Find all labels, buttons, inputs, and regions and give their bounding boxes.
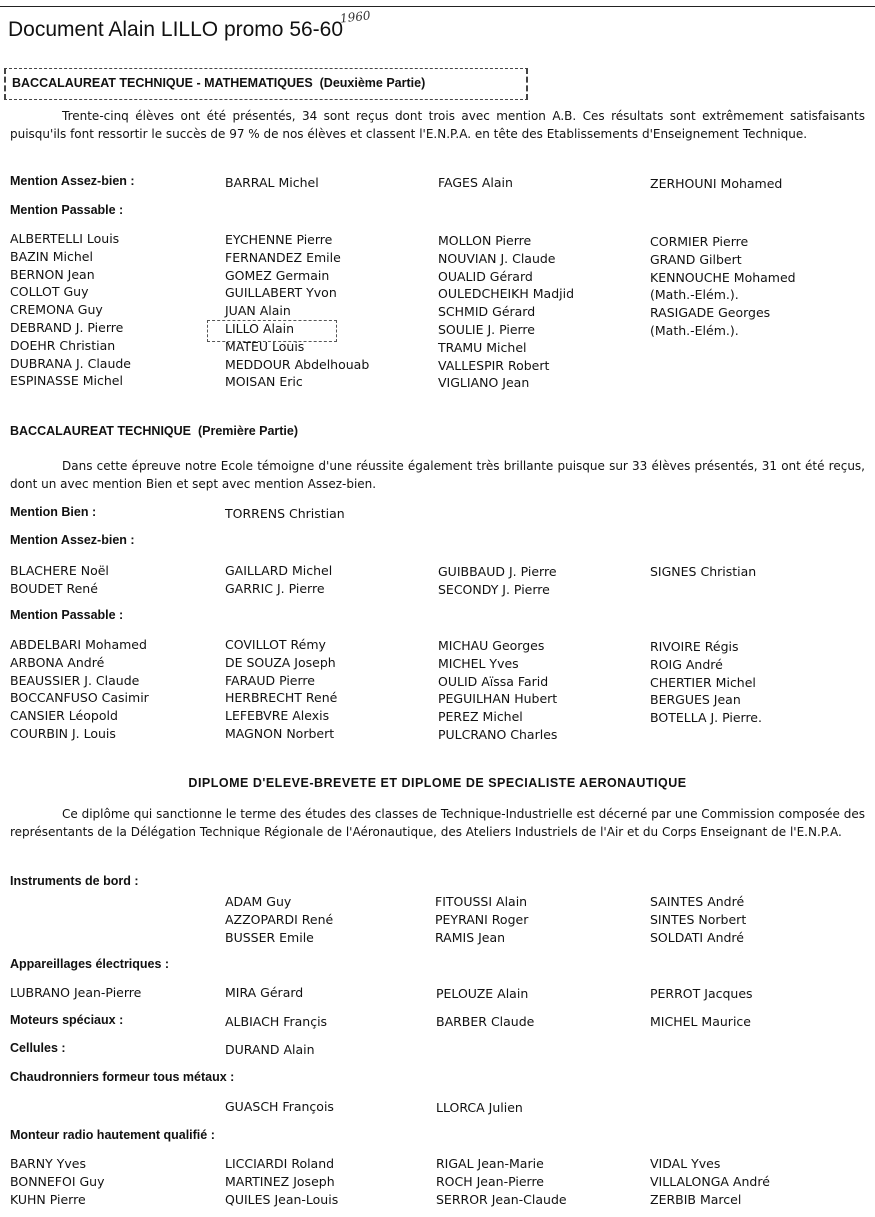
list-item: PEREZ Michel bbox=[438, 709, 523, 725]
list-item: COURBIN J. Louis bbox=[10, 725, 116, 741]
section2-ab-col-1 bbox=[10, 562, 109, 598]
list-item: VILLALONGA André bbox=[650, 1173, 770, 1189]
list-item: BAZIN Michel bbox=[10, 248, 93, 264]
list-item: DOEHR Christian bbox=[10, 337, 116, 353]
section2-mention-passable-label: Mention Passable : bbox=[10, 608, 124, 622]
list-item: ABDELBARI Mohamed bbox=[10, 637, 147, 652]
list-item: RAMIS Jean bbox=[435, 929, 506, 945]
list-item: COVILLOT Rémy bbox=[225, 637, 326, 652]
list-item: ROIG André bbox=[650, 656, 723, 672]
section1-subtitle: (Deuxième Partie) bbox=[319, 76, 426, 90]
section2-mention-ab-label: Mention Assez-bien : bbox=[10, 533, 135, 547]
list-item: ROCH Jean-Pierre bbox=[436, 1173, 544, 1189]
list-item: HERBRECHT René bbox=[225, 690, 338, 706]
section2-passable-col-1 bbox=[10, 636, 149, 743]
list-item: MICHAU Georges bbox=[438, 638, 545, 653]
list-item: SECONDY J. Pierre bbox=[438, 581, 550, 597]
list-item: DUBRANA J. Claude bbox=[10, 355, 131, 371]
document-title: Document Alain LILLO promo 56-60 bbox=[8, 18, 344, 41]
section1-passable-col-3 bbox=[438, 232, 574, 392]
section1-title bbox=[12, 76, 425, 90]
section1-ab-name-3: ZERHOUNI Mohamed bbox=[650, 176, 783, 191]
list-item: DE SOUZA Joseph bbox=[225, 654, 336, 670]
list-item: MARTINEZ Joseph bbox=[225, 1173, 335, 1189]
section2-mention-bien-label: Mention Bien : bbox=[10, 505, 97, 519]
section2-ab-col-4 bbox=[650, 563, 756, 581]
list-item: SCHMID Gérard bbox=[438, 304, 536, 320]
list-item: SOULIE J. Pierre bbox=[438, 321, 535, 337]
moteurs-name-2: BARBER Claude bbox=[436, 1014, 535, 1029]
list-item: EYCHENNE Pierre bbox=[225, 232, 333, 247]
list-item: ZERBIB Marcel bbox=[650, 1191, 742, 1207]
section1-passable-col-1 bbox=[10, 230, 131, 390]
radio-col-1 bbox=[10, 1155, 105, 1208]
list-item: BARNY Yves bbox=[10, 1156, 87, 1171]
list-item: CORMIER Pierre bbox=[650, 234, 749, 249]
instruments-col-3 bbox=[650, 893, 746, 946]
list-item: GOMEZ Germain bbox=[225, 267, 330, 283]
list-item: GAILLARD Michel bbox=[225, 563, 333, 578]
list-item: SINTES Norbert bbox=[650, 911, 747, 927]
list-item: FITOUSSI Alain bbox=[435, 894, 528, 909]
list-item: KENNOUCHE Mohamed bbox=[650, 269, 796, 285]
list-item: QUILES Jean-Louis bbox=[225, 1191, 339, 1207]
list-item: RIVOIRE Régis bbox=[650, 639, 739, 654]
section3-title: DIPLOME D'ELEVE-BREVETE ET DIPLOME DE SPECIALISTE AERONAUTIQUE bbox=[188, 776, 687, 790]
list-item: GUILLABERT Yvon bbox=[225, 285, 337, 301]
chaudronniers-label: Chaudronniers formeur tous métaux : bbox=[10, 1070, 235, 1084]
list-item: BEAUSSIER J. Claude bbox=[10, 672, 140, 688]
section3-paragraph-text: Ce diplôme qui sanctionne le terme des études des classes de Technique-Industrielle est décerné par une Commission composée des représentants de la Délégation Technique Régionale de l'Aéronautique, des Ateliers Industriels de l'Air et du Corps Enseignant de l'E.N.P.A. bbox=[10, 807, 865, 839]
list-item: LILLO Alain bbox=[225, 320, 295, 336]
moteurs-name-3: MICHEL Maurice bbox=[650, 1014, 751, 1029]
list-item: GUIBBAUD J. Pierre bbox=[438, 564, 557, 579]
radio-col-2 bbox=[225, 1155, 338, 1208]
list-item: MICHEL Yves bbox=[438, 655, 519, 671]
list-item: FERNANDEZ Emile bbox=[225, 249, 341, 265]
list-item: VIDAL Yves bbox=[650, 1156, 721, 1171]
appareillages-name-2: MIRA Gérard bbox=[225, 985, 304, 1000]
instruments-col-1 bbox=[225, 893, 333, 946]
list-item: MEDDOUR Abdelhouab bbox=[225, 356, 370, 372]
section1-mention-passable-label: Mention Passable : bbox=[10, 203, 124, 217]
instruments-col-2 bbox=[435, 893, 528, 946]
section1-title-text: BACCALAUREAT TECHNIQUE - MATHEMATIQUES bbox=[12, 76, 313, 90]
top-rule bbox=[0, 6, 875, 7]
section2-bien-name: TORRENS Christian bbox=[225, 506, 345, 521]
list-item: TRAMU Michel bbox=[438, 339, 527, 355]
list-item: RIGAL Jean-Marie bbox=[436, 1156, 544, 1171]
list-item: GRAND Gilbert bbox=[650, 251, 742, 267]
radio-label: Monteur radio hautement qualifié : bbox=[10, 1128, 215, 1142]
section2-passable-col-4 bbox=[650, 638, 762, 727]
list-item: OULID Aïssa Farid bbox=[438, 673, 549, 689]
section2-ab-col-2 bbox=[225, 562, 332, 598]
list-item: ESPINASSE Michel bbox=[10, 373, 123, 389]
moteurs-name-1: ALBIACH Françis bbox=[225, 1014, 328, 1029]
section1-mention-ab-label: Mention Assez-bien : bbox=[10, 174, 135, 188]
list-item: SERROR Jean-Claude bbox=[436, 1191, 567, 1207]
section1-ab-name-2: FAGES Alain bbox=[438, 175, 513, 190]
section2-paragraph-text: Dans cette épreuve notre Ecole témoigne d'une réussite également très brillante puisque sur 33 élèves présentés, 31 ont été reçus, dont un avec mention Bien et sept avec mention Assez-bien. bbox=[10, 459, 865, 491]
list-item: PEGUILHAN Hubert bbox=[438, 691, 558, 707]
section1-ab-name-1: BARRAL Michel bbox=[225, 175, 319, 190]
moteurs-label: Moteurs spéciaux : bbox=[10, 1013, 124, 1027]
appareillages-name-3: PELOUZE Alain bbox=[436, 986, 529, 1001]
list-item: BERNON Jean bbox=[10, 266, 95, 282]
section1-paragraph bbox=[10, 108, 865, 143]
section1-paragraph-text: Trente-cinq élèves ont été présentés, 34 sont reçus dont trois avec mention A.B. Ces résultats sont extrêmement satisfaisants puisqu'ils font ressortir le succès de 97 % de nos élèves et classent l'E.N.P.A. en tête des Etablissements d'Enseignement Technique. bbox=[10, 109, 865, 141]
section2-passable-col-3 bbox=[438, 637, 557, 744]
list-item: CANSIER Léopold bbox=[10, 708, 118, 724]
list-item: CREMONA Guy bbox=[10, 302, 103, 318]
appareillages-name-4: PERROT Jacques bbox=[650, 986, 753, 1001]
list-item: GARRIC J. Pierre bbox=[225, 580, 325, 596]
list-item: (Math.-Elém.). bbox=[650, 322, 739, 338]
list-item: JUAN Alain bbox=[225, 303, 291, 319]
list-item: OUALID Gérard bbox=[438, 268, 533, 284]
radio-col-3 bbox=[436, 1155, 567, 1208]
cellules-name: DURAND Alain bbox=[225, 1042, 315, 1057]
list-item: MAGNON Norbert bbox=[225, 725, 335, 741]
instruments-label: Instruments de bord : bbox=[10, 874, 139, 888]
list-item: MOISAN Eric bbox=[225, 374, 303, 390]
list-item: SOLDATI André bbox=[650, 929, 744, 945]
list-item: KUHN Pierre bbox=[10, 1191, 86, 1207]
list-item: BERGUES Jean bbox=[650, 692, 741, 708]
list-item: LEFEBVRE Alexis bbox=[225, 708, 330, 724]
list-item: MOLLON Pierre bbox=[438, 233, 532, 248]
section2-passable-col-2 bbox=[225, 636, 337, 743]
list-item: NOUVIAN J. Claude bbox=[438, 250, 556, 266]
list-item: AZZOPARDI René bbox=[225, 911, 334, 927]
chaudronniers-name-1: GUASCH François bbox=[225, 1099, 334, 1114]
list-item: LICCIARDI Roland bbox=[225, 1156, 335, 1171]
list-item: BONNEFOI Guy bbox=[10, 1173, 105, 1189]
list-item: COLLOT Guy bbox=[10, 284, 89, 300]
section2-title bbox=[10, 424, 298, 438]
list-item: CHERTIER Michel bbox=[650, 674, 756, 690]
section2-title-text: BACCALAUREAT TECHNIQUE bbox=[10, 424, 192, 438]
section2-paragraph bbox=[10, 458, 865, 493]
list-item: MATEU Louis bbox=[225, 338, 305, 354]
handwritten-note: 1960 bbox=[339, 8, 372, 26]
list-item: ADAM Guy bbox=[225, 894, 292, 909]
section3-paragraph bbox=[10, 806, 865, 841]
list-item: BOUDET René bbox=[10, 580, 98, 596]
list-item: BOCCANFUSO Casimir bbox=[10, 690, 149, 706]
radio-col-4 bbox=[650, 1155, 770, 1208]
list-item: SIGNES Christian bbox=[650, 564, 757, 579]
section2-ab-col-3 bbox=[438, 563, 557, 599]
chaudronniers-name-2: LLORCA Julien bbox=[436, 1100, 523, 1115]
lillo-highlight-box bbox=[207, 320, 337, 342]
list-item: BLACHERE Noël bbox=[10, 563, 109, 578]
list-item: VIGLIANO Jean bbox=[438, 375, 530, 391]
list-item: VALLESPIR Robert bbox=[438, 357, 550, 373]
list-item: PULCRANO Charles bbox=[438, 726, 558, 742]
list-item: BOTELLA J. Pierre. bbox=[650, 710, 762, 726]
list-item: ARBONA André bbox=[10, 654, 105, 670]
list-item: DEBRAND J. Pierre bbox=[10, 319, 124, 335]
list-item: RASIGADE Georges bbox=[650, 305, 771, 321]
section1-passable-col-2 bbox=[225, 231, 369, 391]
list-item: BUSSER Emile bbox=[225, 929, 314, 945]
appareillages-name-1: LUBRANO Jean-Pierre bbox=[10, 985, 142, 1000]
list-item: ALBERTELLI Louis bbox=[10, 231, 120, 246]
list-item: PEYRANI Roger bbox=[435, 911, 529, 927]
cellules-label: Cellules : bbox=[10, 1041, 66, 1055]
section1-passable-col-4 bbox=[650, 233, 796, 340]
list-item: SAINTES André bbox=[650, 894, 745, 909]
section2-subtitle: (Première Partie) bbox=[197, 424, 299, 438]
list-item: FARAUD Pierre bbox=[225, 672, 315, 688]
appareillages-label: Appareillages électriques : bbox=[10, 957, 170, 971]
list-item: OULEDCHEIKH Madjid bbox=[438, 286, 575, 302]
list-item: (Math.-Elém.). bbox=[650, 287, 739, 303]
